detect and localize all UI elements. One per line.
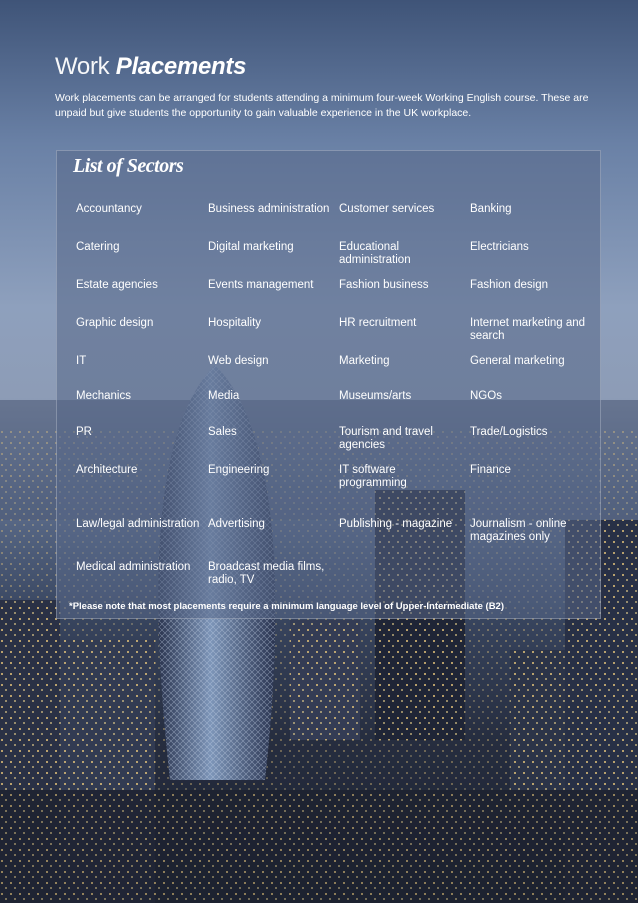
sector-item: Events management xyxy=(208,279,314,291)
sector-item: Tourism and travel agencies xyxy=(339,426,433,451)
sector-item: Estate agencies xyxy=(76,279,158,291)
sector-item: General marketing xyxy=(470,355,565,367)
sector-item: HR recruitment xyxy=(339,317,417,329)
sector-item: Marketing xyxy=(339,355,390,367)
sectors-title: List of Sectors xyxy=(73,155,184,177)
sector-item: Mechanics xyxy=(76,390,131,402)
sector-item: Medical administration xyxy=(76,561,191,573)
sector-item: Broadcast media films, radio, TV xyxy=(208,561,325,586)
sector-item: Web design xyxy=(208,355,269,367)
page-title-light: Work xyxy=(55,53,110,80)
sector-item: Fashion design xyxy=(470,279,548,291)
sector-item: Finance xyxy=(470,464,511,476)
sector-item: Architecture xyxy=(76,464,138,476)
sector-item: Customer services xyxy=(339,203,435,215)
sector-item: PR xyxy=(76,426,92,438)
sector-item: Journalism - online magazines only xyxy=(470,518,567,543)
sector-item: Business administration xyxy=(208,203,330,215)
page-title-bold: Placements xyxy=(115,53,247,80)
sector-item: NGOs xyxy=(470,390,502,402)
sector-item: IT software programming xyxy=(339,464,407,489)
sector-item: Publishing - magazine xyxy=(339,518,453,530)
page-title xyxy=(55,53,246,81)
sector-item: IT xyxy=(76,355,87,367)
sector-item: Media xyxy=(208,390,240,402)
sector-item: Graphic design xyxy=(76,317,154,329)
sector-item: Internet marketing and search xyxy=(470,317,586,342)
sector-item: Sales xyxy=(208,426,237,438)
sector-item: Electricians xyxy=(470,241,529,253)
sector-item: Fashion business xyxy=(339,279,429,291)
sector-item: Digital marketing xyxy=(208,241,294,253)
sector-item: Banking xyxy=(470,203,512,215)
intro-paragraph: Work placements can be arranged for students attending a minimum four-week Working English course. These are unpaid but give students the opportunity to gain valuable experience in the UK workplace. xyxy=(55,92,589,119)
sector-item: Law/legal administration xyxy=(76,518,200,530)
sector-item: Engineering xyxy=(208,464,270,476)
language-level-note: *Please note that most placements require a minimum language level of Upper-Intermediate (B2) xyxy=(69,601,505,612)
sector-item: Educational administration xyxy=(339,241,411,266)
sector-item: Trade/Logistics xyxy=(470,426,548,438)
sector-item: Advertising xyxy=(208,518,265,530)
sector-item: Museums/arts xyxy=(339,390,412,402)
sector-item: Accountancy xyxy=(76,203,142,215)
sector-item: Catering xyxy=(76,241,120,253)
sector-item: Hospitality xyxy=(208,317,262,329)
sectors-panel xyxy=(56,150,601,619)
